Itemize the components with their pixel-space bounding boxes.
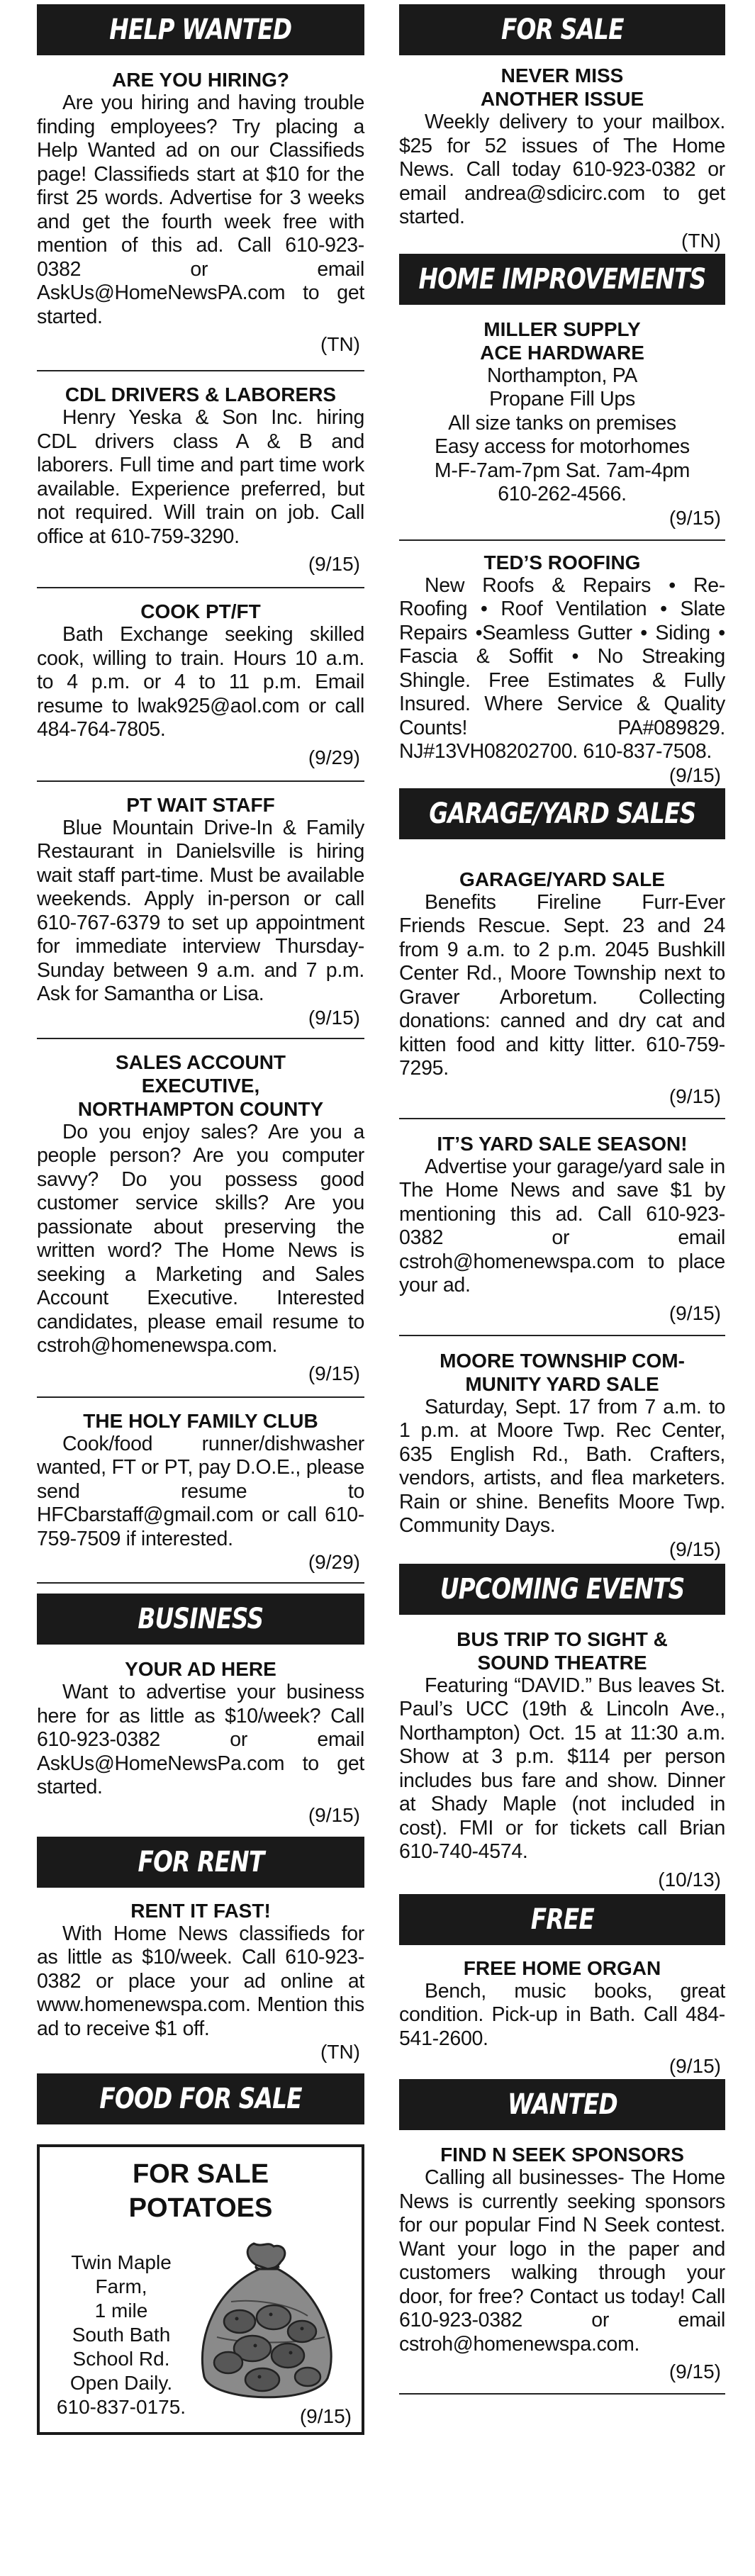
- ad-line: 610-262-4566.: [498, 483, 627, 505]
- ad-your-ad-here: [37, 1657, 364, 1827]
- detail-line: 610-837-0175.: [56, 2396, 186, 2418]
- ad-code: (9/15): [669, 763, 721, 786]
- ad-rent-it-fast: [37, 1899, 364, 2064]
- ad-body: Cook/food runner/dishwasher wanted, FT or PT, pay D.O.E., please send resume to HFCbarstaff@gmail.com or call 610-759-7509 if interested.: [37, 1432, 364, 1550]
- ad-title-line: EXECUTIVE,: [141, 1074, 260, 1097]
- ad-code: (9/29): [308, 746, 360, 768]
- ad-title-line: SALES ACCOUNT: [115, 1051, 286, 1073]
- ad-garage-yard-sale: [399, 868, 725, 1108]
- detail-line: South Bath: [72, 2324, 171, 2346]
- detail-line: Twin Maple: [71, 2251, 172, 2273]
- ad-code: (9/15): [669, 506, 721, 529]
- ad-title: TED’S ROOFING: [483, 551, 641, 573]
- ad-wait-staff: [37, 793, 364, 1029]
- ad-line: All size tanks on premises: [448, 411, 676, 435]
- ad-code: (9/15): [308, 1803, 360, 1826]
- ad-title: CDL DRIVERS & LABORERS: [65, 383, 337, 405]
- ad-code: (9/15): [308, 1362, 360, 1384]
- ad-moore-township: [399, 1349, 725, 1561]
- ad-teds-roofing: [399, 551, 725, 787]
- potato-sack-icon: [189, 2238, 345, 2408]
- ad-title-line: NEVER MISS: [500, 65, 624, 86]
- ad-body: New Roofs & Repairs • Re-Roofing • Roof Ventilation • Slate Repairs •Seamless Gutter • Siding • Fascia & Soffit • No Streaking Shingle. Free Estimates & Fully Insured. Where Service & Quality Counts! PA#089829. NJ#13VH08202700. 610-837-7508.: [399, 573, 725, 763]
- ad-title: GARAGE/YARD SALE: [459, 868, 665, 890]
- ad-title-line: NORTHAMPTON COUNTY: [77, 1097, 324, 1120]
- ad-line: Northampton, PA: [487, 364, 637, 387]
- ad-code: (9/15): [669, 2055, 721, 2077]
- ad-code: (9/15): [669, 1085, 721, 1107]
- ad-cdl-drivers: [37, 383, 364, 576]
- detail-line: School Rd.: [72, 2348, 170, 2370]
- ad-code: (9/15): [669, 2361, 721, 2382]
- ad-title: COOK PT/FT: [140, 600, 261, 622]
- ad-title-line: MOORE TOWNSHIP COM-: [440, 1349, 685, 1372]
- potatoes-ad-box: [37, 2144, 364, 2435]
- ad-body: Featuring “DAVID.” Bus leaves St. Paul’s UCC (19th & Lincoln Ave., Northampton) Oct. 15 at 11:30 a.m. Show at 3 p.m. $114 per person includes bus fare and show. Dinner at Shady Maple (not included in cost). FMI or for tickets call Brian 610-740-4574.: [399, 1674, 725, 1863]
- ad-bus-trip: [399, 1628, 725, 1891]
- divider: [37, 1396, 364, 1398]
- divider: [37, 1582, 364, 1584]
- divider: [37, 587, 364, 588]
- food-for-sale-banner: FOOD FOR SALE: [37, 2073, 364, 2124]
- ad-title: PT WAIT STAFF: [126, 793, 275, 816]
- ad-code: (TN): [320, 2041, 360, 2063]
- ad-sales-account: [37, 1051, 364, 1385]
- right-column: [399, 4, 725, 2395]
- ad-code: (9/15): [308, 553, 360, 575]
- ad-code: (9/29): [308, 1551, 360, 1573]
- divider: [37, 1038, 364, 1039]
- ad-body: Benefits Fireline Furr-Ever Friends Rescue. Sept. 23 and 24 from 9 a.m. to 2 p.m. 2045 Bushkill Center Rd., Moore Township next to Graver Arboretum. Collecting donations: canned and dry cat and kitten food and kitty litter. 610-759-7295.: [399, 890, 725, 1080]
- ad-title: IT’S YARD SALE SEASON!: [437, 1132, 688, 1155]
- ad-code: (9/15): [299, 2405, 352, 2427]
- divider: [37, 370, 364, 371]
- ad-body: Bath Exchange seeking skilled cook, willing to train. Hours 10 a.m. to 4 p.m. or 4 to 11 p.m. Email resume to lwak925@aol.com or call 484-764-7805.: [37, 623, 364, 741]
- upcoming-events-banner: UPCOMING EVENTS: [399, 1564, 725, 1615]
- ad-title: ARE YOU HIRING?: [112, 69, 289, 91]
- ad-body: Bench, music books, great condition. Pick-up in Bath. Call 484-541-2600.: [399, 1979, 725, 2050]
- detail-line: Open Daily.: [69, 2372, 173, 2394]
- ad-cook: [37, 600, 364, 769]
- ad-body: Want to advertise your business here for as little as $10/week? Call 610-923-0382 or email AskUs@HomeNewsPa.com to get started.: [37, 1681, 364, 1798]
- ad-body: Do you enjoy sales? Are you a people person? Are you computer savvy? Do you possess good customer service skills? Are you passionate about preserving the written word? The Home News is seeking a Marketing and Sales Account Executive. Interested candidates, please email resume to cstroh@homenewspa.com.: [37, 1120, 364, 1357]
- ad-title: FREE HOME ORGAN: [463, 1956, 661, 1979]
- ad-line: M-F-7am-7pm Sat. 7am-4pm: [434, 459, 690, 482]
- divider: [399, 2393, 725, 2395]
- ad-title-line: POTATOES: [128, 2193, 273, 2223]
- ad-title-line: MILLER SUPPLY: [483, 318, 641, 340]
- ad-line: Easy access for motorhomes: [435, 435, 690, 458]
- garage-yard-sales-banner: GARAGE/YARD SALES: [399, 788, 725, 839]
- ad-code: (9/15): [308, 1006, 360, 1029]
- business-banner: BUSINESS: [37, 1594, 364, 1645]
- ad-body: Saturday, Sept. 17 from 7 a.m. to 1 p.m. at Moore Twp. Rec Center, 635 English Rd., Bath. Crafters, vendors, artists, and flea marketers. Rain or shine. Benefits Moore Twp. Community Days.: [399, 1395, 725, 1537]
- ad-title-line: ANOTHER ISSUE: [480, 88, 644, 110]
- divider: [399, 1118, 725, 1119]
- ad-title-line: BUS TRIP TO SIGHT &: [457, 1628, 668, 1650]
- wanted-banner: WANTED: [399, 2079, 725, 2130]
- divider: [37, 780, 364, 782]
- divider: [399, 539, 725, 541]
- ad-title: RENT IT FAST!: [130, 1899, 271, 1922]
- ad-free-home-organ: [399, 1956, 725, 2078]
- detail-line: Farm,: [95, 2275, 147, 2297]
- ad-title-line: SOUND THEATRE: [477, 1651, 647, 1674]
- ad-code: (10/13): [658, 1868, 721, 1891]
- ad-code: (9/15): [669, 1538, 721, 1560]
- potatoes-details: [45, 2251, 197, 2419]
- ad-line: Propane Fill Ups: [489, 388, 635, 410]
- ad-find-n-seek: [399, 2143, 725, 2383]
- divider: [399, 1335, 725, 1336]
- ad-body: Advertise your garage/yard sale in The Home News and save $1 by mentioning this ad. Call 610-923-0382 or email cstroh@homenewspa.com to place your ad.: [399, 1155, 725, 1297]
- ad-title: YOUR AD HERE: [125, 1658, 276, 1680]
- ad-miller-supply: [399, 318, 725, 530]
- ad-body: Henry Yeska & Son Inc. hiring CDL drivers class A & B and laborers. Full time and part time work available. Experience preferred, but not required. Will train on job. Call office at 610-759-3290.: [37, 406, 364, 548]
- ad-title-line: MUNITY YARD SALE: [465, 1372, 659, 1395]
- ad-code: (9/15): [669, 1301, 721, 1324]
- detail-line: 1 mile: [94, 2300, 148, 2322]
- help-wanted-banner: HELP WANTED: [37, 4, 364, 55]
- ad-title: THE HOLY FAMILY CLUB: [83, 1409, 318, 1432]
- home-improvements-banner: HOME IMPROVEMENTS: [399, 254, 725, 305]
- ad-yard-sale-season: [399, 1132, 725, 1325]
- ad-body: Blue Mountain Drive-In & Family Restaurant in Danielsville is hiring wait staff part-time. Must be available weekends. Apply in-person or call 610-767-6379 to set up appointment for immediate interview Thursday-Sunday between 9 a.m. and 7 p.m. Ask for Samantha or Lisa.: [37, 816, 364, 1005]
- left-column: [37, 4, 364, 2435]
- ad-body: Weekly delivery to your mailbox. $25 for 52 issues of The Home News. Call today 610-923-0382 or email andrea@sdicirc.com to get started.: [399, 111, 725, 228]
- ad-code: (TN): [320, 333, 360, 355]
- ad-never-miss: [399, 64, 725, 252]
- ad-body: Are you hiring and having trouble finding employees? Try placing a Help Wanted ad on our Classifieds page! Classifieds start at $10 for the first 25 words. Advertise for 3 weeks and get the fourth week free with mention of this ad. Call 610-923-0382 or email AskUs@HomeNewsPA.com to get started.: [37, 91, 364, 328]
- free-banner: FREE: [399, 1894, 725, 1945]
- for-sale-banner: FOR SALE: [399, 4, 725, 55]
- ad-code: (TN): [681, 229, 721, 252]
- ad-are-you-hiring: [37, 68, 364, 356]
- ad-body: Calling all businesses- The Home News is currently seeking sponsors for our popular Find N Seek contest. Want your logo in the paper and customers walking through your door, for free? Contact us today! Call 610-923-0382 or email cstroh@homenewspa.com.: [399, 2166, 725, 2356]
- ad-body: With Home News classifieds for as little as $10/week. Call 610-923-0382 or place your ad online at www.homenewspa.com. Mention this ad to receive $1 off.: [37, 1922, 364, 2040]
- ad-title: FIND N SEEK SPONSORS: [440, 2144, 684, 2166]
- ad-title-line: ACE HARDWARE: [480, 341, 644, 364]
- for-rent-banner: FOR RENT: [37, 1837, 364, 1888]
- ad-holy-family-club: [37, 1409, 364, 1574]
- ad-title-line: FOR SALE: [132, 2159, 269, 2189]
